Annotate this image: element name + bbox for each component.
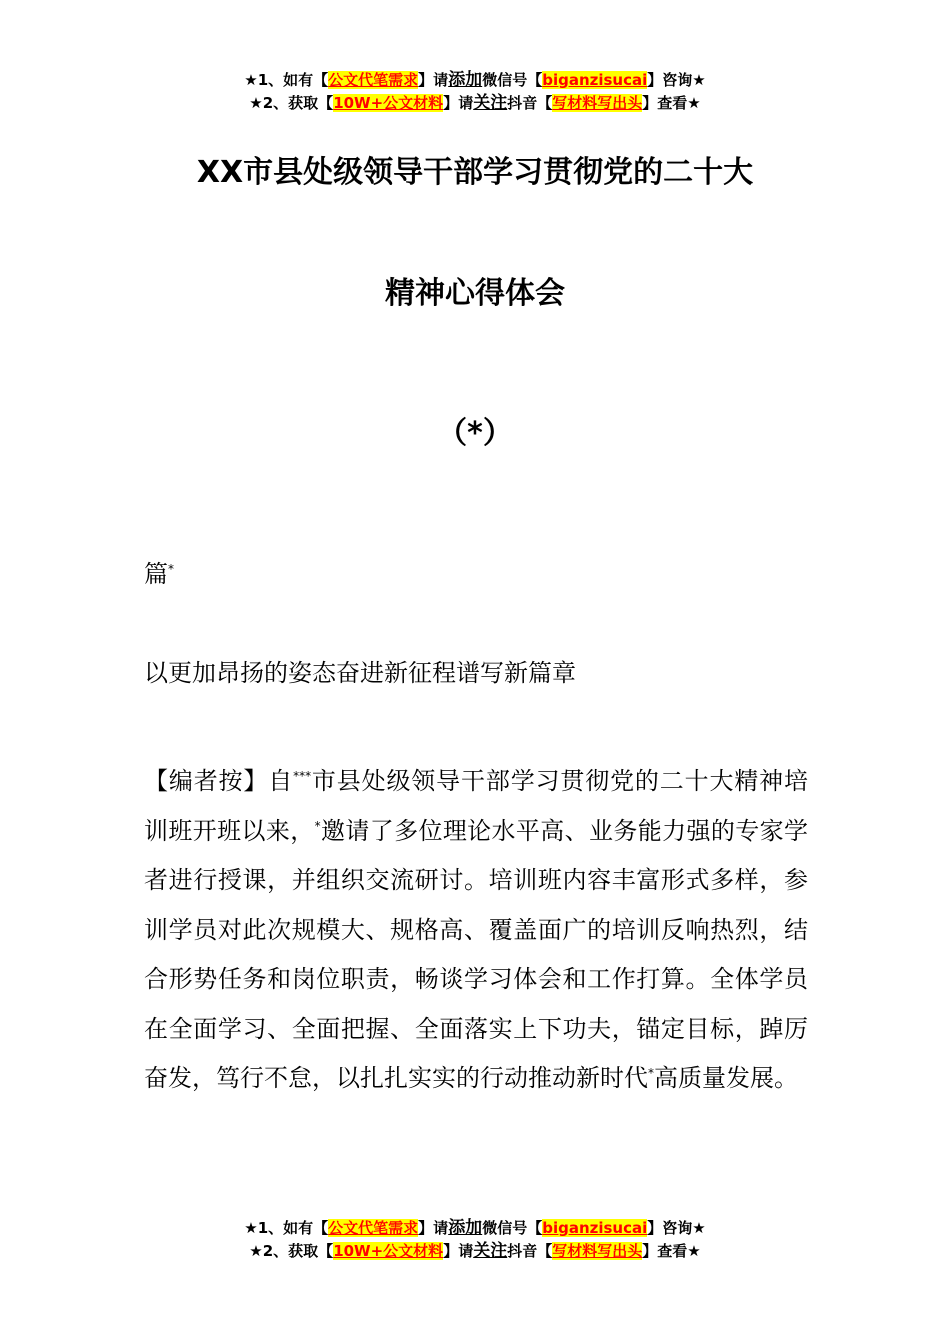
banner-text: ★2、获取【 <box>249 1242 334 1260</box>
article-subtitle: 以更加昂扬的姿态奋进新征程谱写新篇章 <box>144 659 576 687</box>
banner-emphasis: 关注 <box>473 1241 508 1261</box>
banner-highlight: 公文代笔需求 <box>328 71 419 89</box>
document-title-line-2: 精神心得体会 <box>385 276 565 311</box>
document-title-line-1: XX市县处级领导干部学习贯彻党的二十大 <box>196 155 754 190</box>
banner-text: 抖音【 <box>507 94 553 112</box>
banner-text: 】查看★ <box>642 1242 701 1260</box>
banner-line-1 <box>0 69 950 92</box>
bottom-banner <box>0 1217 950 1263</box>
section-label-text: 篇 <box>144 560 168 588</box>
banner-text: 】请 <box>443 1242 474 1260</box>
banner-emphasis: 添加 <box>448 1218 483 1238</box>
banner-text: ★1、如有【 <box>244 1219 329 1237</box>
banner-line-2 <box>0 92 950 115</box>
top-banner <box>0 69 950 115</box>
banner-line-1 <box>0 1217 950 1240</box>
banner-text: ★2、获取【 <box>249 94 334 112</box>
banner-text: 抖音【 <box>507 1242 553 1260</box>
banner-highlight: 10W+公文材料 <box>333 94 444 112</box>
banner-line-2 <box>0 1240 950 1263</box>
banner-emphasis: 关注 <box>473 93 508 113</box>
banner-douyin-id: 写材料写出头 <box>552 94 643 112</box>
editor-note-paragraph <box>144 757 808 1104</box>
paragraph-text: 【编者按】自 <box>144 767 294 795</box>
paragraph-text: 邀请了多位理论水平高、业务能力强的专家学者进行授课，并组织交流研讨。培训班内容丰富形式多样，参训学员对此次规模大、规格高、覆盖面广的培训反响热烈，结合形势任务和岗位职责，畅谈学习体会和工作打算。全体学员在全面学习、全面把握、全面落实上下功夫，锚定目标，踔厉奋发，笃行不怠，以扎扎实实的行动推动新时代 <box>144 816 808 1092</box>
banner-text: 】咨询★ <box>647 1219 706 1237</box>
banner-highlight: 公文代笔需求 <box>328 1219 419 1237</box>
banner-text: 微信号【 <box>482 71 543 89</box>
section-label-mark: * <box>168 562 174 576</box>
redaction-mark: *** <box>293 769 312 783</box>
banner-text: 】请 <box>418 71 449 89</box>
banner-wechat-id: biganzisucai <box>542 1219 648 1237</box>
banner-douyin-id: 写材料写出头 <box>552 1242 643 1260</box>
redaction-mark: * <box>314 818 321 833</box>
redaction-mark: * <box>648 1066 654 1080</box>
banner-emphasis: 添加 <box>448 70 483 90</box>
paragraph-text: 市县处级领导干部学习贯彻党的二十大精神培训班开班以来， <box>144 767 808 845</box>
paragraph-text: 高质量发展。 <box>654 1064 798 1092</box>
document-title-line-3: （*） <box>437 416 513 451</box>
banner-wechat-id: biganzisucai <box>542 71 648 89</box>
banner-text: 微信号【 <box>482 1219 543 1237</box>
banner-text: 】请 <box>418 1219 449 1237</box>
banner-highlight: 10W+公文材料 <box>333 1242 444 1260</box>
banner-text: 】请 <box>443 94 474 112</box>
banner-text: ★1、如有【 <box>244 71 329 89</box>
banner-text: 】咨询★ <box>647 71 706 89</box>
banner-text: 】查看★ <box>642 94 701 112</box>
section-label <box>144 558 808 590</box>
